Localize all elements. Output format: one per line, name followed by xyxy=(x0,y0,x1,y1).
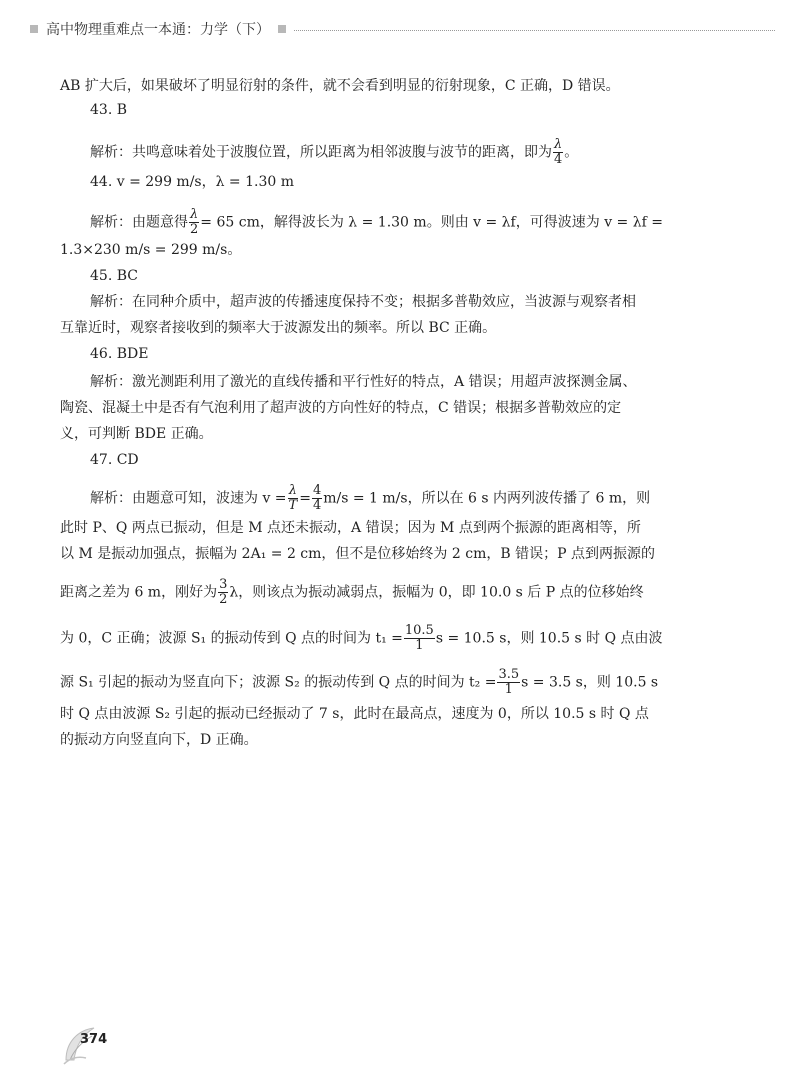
analysis-43: 解析：共鸣意味着处于波腹位置，所以距离为相邻波腹与波节的距离，即为 $\frac{\lambda}{4}$ 。 xyxy=(90,137,579,167)
analysis-47-line-8: 的振动方向竖直向下，D 正确。 xyxy=(60,732,258,748)
analysis-46-line-1: 解析：激光测距利用了激光的直线传播和平行性好的特点，A 错误；用超声波探测金属、 xyxy=(90,374,637,390)
page-number: 374 xyxy=(80,1032,108,1047)
analysis-44-line-1: 解析：由题意得 $\frac{\lambda}{2}$ = 65 cm，解得波长为 λ = 1.30 m。则由 v = λf，可得波速为 v = λf = xyxy=(90,207,663,237)
analysis-47-line-7: 时 Q 点由波源 S₂ 引起的振动已经振动了 7 s，此时在最高点，速度为 0，所以 10.5 s 时 Q 点 xyxy=(60,706,649,722)
page-footer xyxy=(60,1020,120,1066)
header-title: 高中物理重难点一本通：力学（下） xyxy=(46,22,270,38)
fraction: $\frac{10.5}{1}$ xyxy=(404,623,434,653)
header-dotted-rule xyxy=(294,30,775,31)
answer-44: 44. v = 299 m/s，λ = 1.30 m xyxy=(90,174,295,190)
fraction: $\frac{3}{2}$ xyxy=(219,577,228,607)
analysis-47-line-3: 以 M 是振动加强点，振幅为 2A₁ = 2 cm，但不是位移始终为 2 cm，B 错误；P 点到两振源的 xyxy=(60,546,655,562)
analysis-47-line-2: 此时 P、Q 两点已振动，但是 M 点还未振动，A 错误；因为 M 点到两个振源的距离相等，所 xyxy=(60,520,641,536)
analysis-45-line-1: 解析：在同种介质中，超声波的传播速度保持不变；根据多普勒效应，当波源与观察者相 xyxy=(90,294,636,310)
fraction: $\frac{\lambda}{2}$ xyxy=(190,207,199,237)
analysis-46-line-3: 义，可判断 BDE 正确。 xyxy=(60,426,213,442)
answer-46: 46. BDE xyxy=(90,346,149,362)
continued-text: AB 扩大后，如果破坏了明显衍射的条件，就不会看到明显的衍射现象，C 正确，D 错误。 xyxy=(60,78,620,94)
fraction: $\frac{\lambda}{4}$ xyxy=(554,137,563,167)
analysis-47-line-4: 距离之差为 6 m，刚好为 $\frac{3}{2}$ λ，则该点为振动减弱点，振幅为 0，即 10.0 s 后 P 点的位移始终 xyxy=(60,577,644,607)
analysis-44-line-2: 1.3×230 m/s = 299 m/s。 xyxy=(60,242,242,258)
fraction: $\frac{4}{4}$ xyxy=(312,483,322,513)
analysis-47-line-1: 解析：由题意可知，波速为 v = $\frac{\lambda}{T}$ = $\frac{4}{4}$ m/s = 1 m/s，所以在 6 s 内两列波传播了 6 m，则 xyxy=(90,483,651,513)
fraction: $\frac{3.5}{1}$ xyxy=(498,667,520,697)
analysis-46-line-2: 陶瓷、混凝土中是否有气泡利用了超声波的方向性好的特点，C 错误；根据多普勒效应的定 xyxy=(60,400,622,416)
analysis-47-line-6: 源 S₁ 引起的振动为竖直向下；波源 S₂ 的振动传到 Q 点的时间为 t₂ = $\frac{3.5}{1}$ s = 3.5 s，则 10.5 s xyxy=(60,667,659,697)
answer-45: 45. BC xyxy=(90,268,138,284)
running-header xyxy=(30,18,775,40)
answer-43: 43. B xyxy=(90,102,128,118)
fraction: $\frac{\lambda}{T}$ xyxy=(288,483,298,513)
answer-47: 47. CD xyxy=(90,452,139,468)
analysis-45-line-2: 互靠近时，观察者接收到的频率大于波源发出的频率。所以 BC 正确。 xyxy=(60,320,497,336)
header-square-icon xyxy=(30,25,38,33)
analysis-47-line-5: 为 0，C 正确；波源 S₁ 的振动传到 Q 点的时间为 t₁ = $\frac{10.5}{1}$ s = 10.5 s，则 10.5 s 时 Q 点由波 xyxy=(60,623,663,653)
header-square-icon xyxy=(278,25,286,33)
